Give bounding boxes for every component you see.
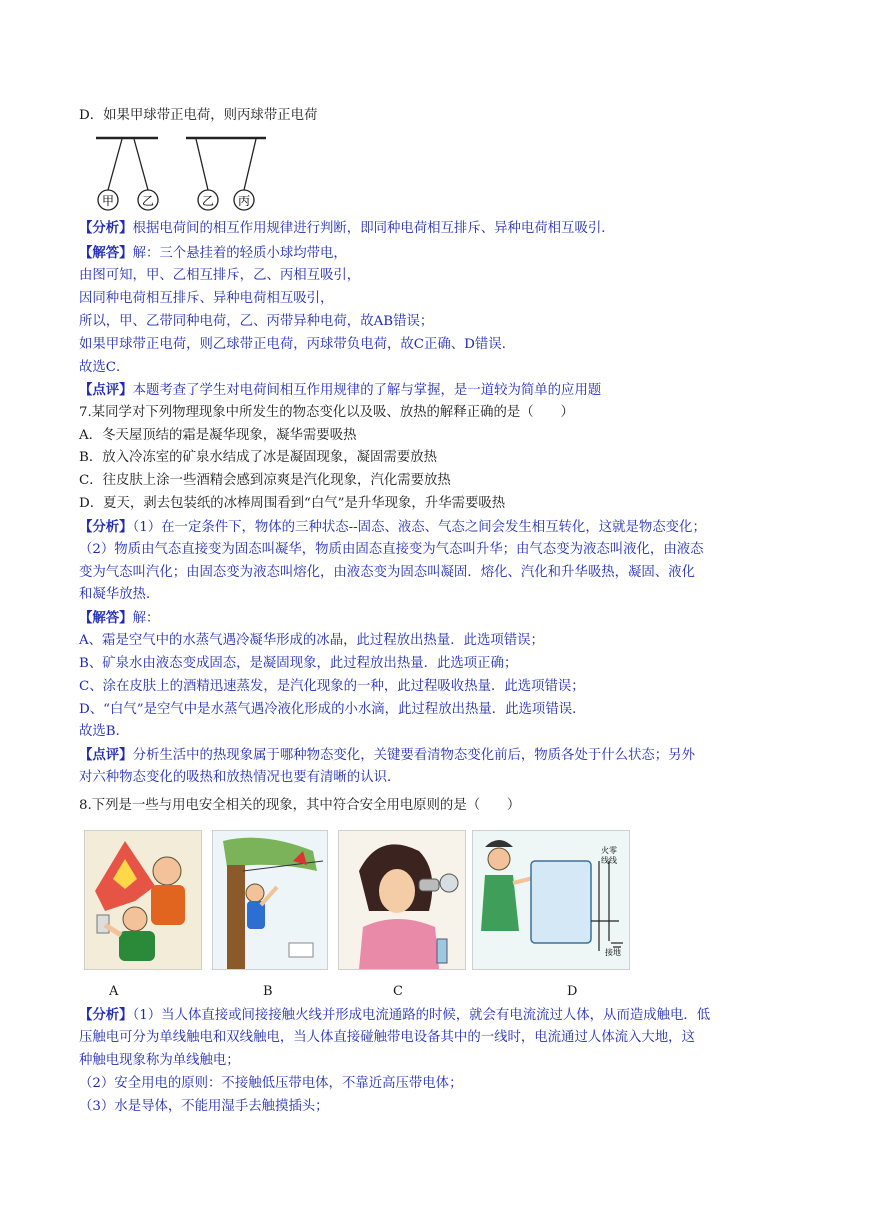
thread-yi-left (134, 139, 148, 190)
thread-bing (244, 139, 256, 190)
q6-answer-line-2: 因同种电荷相互排斥、异种电荷相互吸引， (79, 291, 334, 306)
q7-comment-line-0: 【点评】分析生活中的热现象属于哪种物态变化，关键要看清物态变化前后，物质各处于什么状态；另外 (79, 747, 695, 763)
q8-analysis-line-4: （3）水是导体，不能用湿手去触摸插头； (79, 1099, 329, 1114)
ball-label-bing: 丙 (237, 194, 251, 208)
q7-option-c: C．往皮肤上涂一些酒精会感到凉爽是汽化现象，汽化需要放热 (79, 473, 451, 488)
q7-analysis-line-0: 【分析】（1）在一定条件下，物体的三种状态--固态、液态、气态之间会发生相互转化，这就是物态变化； (79, 519, 706, 535)
q6-analysis: 【分析】根据电荷间的相互作用规律进行判断，即同种电荷相互排斥、异种电荷相互吸引． (79, 220, 615, 236)
thread-yi-right (196, 139, 208, 190)
q6-answer-line-1: 由图可知，甲、乙相互排斥，乙、丙相互吸引， (79, 268, 361, 283)
q8-stem: 8.下列是一些与用电安全相关的现象，其中符合安全用电原则的是（ ） (79, 798, 521, 813)
q7-option-d: D．夏天，剥去包装纸的冰棒周围看到“白气”是升华现象，升华需要吸热 (79, 496, 506, 511)
q6-answer-line-5: 故选C． (79, 360, 130, 375)
q7-answer-line-3: D、“白气”是空气中是水蒸气遇冷液化形成的小水滴，此过程放出热量．此选项错误． (79, 702, 586, 717)
picture-b-child-climbing-tree (212, 830, 328, 970)
ball-label-yi-left: 乙 (141, 194, 155, 208)
picture-d-grounded-washer (472, 830, 630, 970)
q6-answer-line-3: 所以，甲、乙带同种电荷，乙、丙带异种电荷，故AB错误； (79, 314, 434, 329)
q6-answer-line-0: 【解答】解：三个悬挂着的轻质小球均带电， (79, 245, 347, 261)
picture-a-child-touching-socket (84, 830, 202, 970)
hanging-balls-figure (88, 130, 278, 214)
q7-comment-line-1: 对六种物态变化的吸热和放热情况也要有清晰的认识． (79, 770, 401, 785)
q7-answer-head: 【解答】解： (79, 610, 160, 626)
q8-analysis-line-3: （2）安全用电的原则：不接触低压带电体，不靠近高压带电体； (79, 1076, 463, 1091)
q7-analysis-line-1: （2）物质由气态直接变为固态叫凝华，物质由固态直接变为气态叫升华；由气态变为液态叫液化，由液态 (79, 542, 704, 557)
q7-option-a: A．冬天屋顶结的霜是凝华现象，凝华需要吸热 (79, 428, 357, 443)
ball-label-yi-right: 乙 (201, 194, 215, 208)
q7-stem: 7.某同学对下列物理现象中所发生的物态变化以及吸、放热的解释正确的是（ ） (79, 405, 574, 420)
q8-analysis-line-2: 种触电现象称为单线触电； (79, 1053, 240, 1068)
q7-answer-line-1: B、矿泉水由液态变成固态，是凝固现象，此过程放出热量．此选项正确； (79, 656, 518, 671)
q7-answer-line-4: 故选B． (79, 724, 130, 739)
q7-option-b: B．放入冷冻室的矿泉水结成了冰是凝固现象，凝固需要放热 (79, 450, 437, 465)
caption-b: B (263, 984, 273, 999)
fig-d-label-1: 火零 (601, 846, 617, 855)
q7-answer-line-2: C、涂在皮肤上的酒精迅速蒸发，是汽化现象的一种，此过程吸收热量．此选项错误； (79, 679, 585, 694)
caption-a: A (109, 984, 119, 999)
fig-d-label-ground: 接地 (605, 948, 621, 957)
ball-label-jia: 甲 (101, 194, 115, 208)
q7-analysis-line-2: 变为气态叫汽化；由固态变为液态叫熔化，由液态变为固态叫凝固．熔化、汽化和升华吸热，凝固、液化 (79, 565, 695, 580)
q6-answer-line-4: 如果甲球带正电荷，则乙球带正电荷，丙球带负电荷，故C正确、D错误． (79, 337, 516, 352)
picture-c-woman-hair-dryer (338, 830, 466, 970)
q8-analysis-line-0: 【分析】（1）当人体直接或间接接触火线并形成电流通路的时候，就会有电流流过人体，从而造成触电．低 (79, 1007, 711, 1023)
q8-analysis-line-1: 压触电可分为单线触电和双线触电，当人体直接碰触带电设备其中的一线时，电流通过人体流入大地，这 (79, 1030, 695, 1045)
q7-answer-line-0: A、霜是空气中的水蒸气遇冷凝华形成的冰晶，此过程放出热量．此选项错误； (79, 633, 544, 648)
thread-jia (108, 139, 122, 190)
caption-c: C (393, 984, 403, 999)
q7-analysis-line-3: 和凝华放热． (79, 587, 160, 602)
q6-comment: 【点评】本题考查了学生对电荷间相互作用规律的了解与掌握，是一道较为简单的应用题 (79, 382, 602, 398)
caption-d: D (567, 984, 578, 999)
fig-d-label-2: 线线 (601, 856, 617, 865)
q6-option-d: D．如果甲球带正电荷，则丙球带正电荷 (79, 108, 318, 123)
